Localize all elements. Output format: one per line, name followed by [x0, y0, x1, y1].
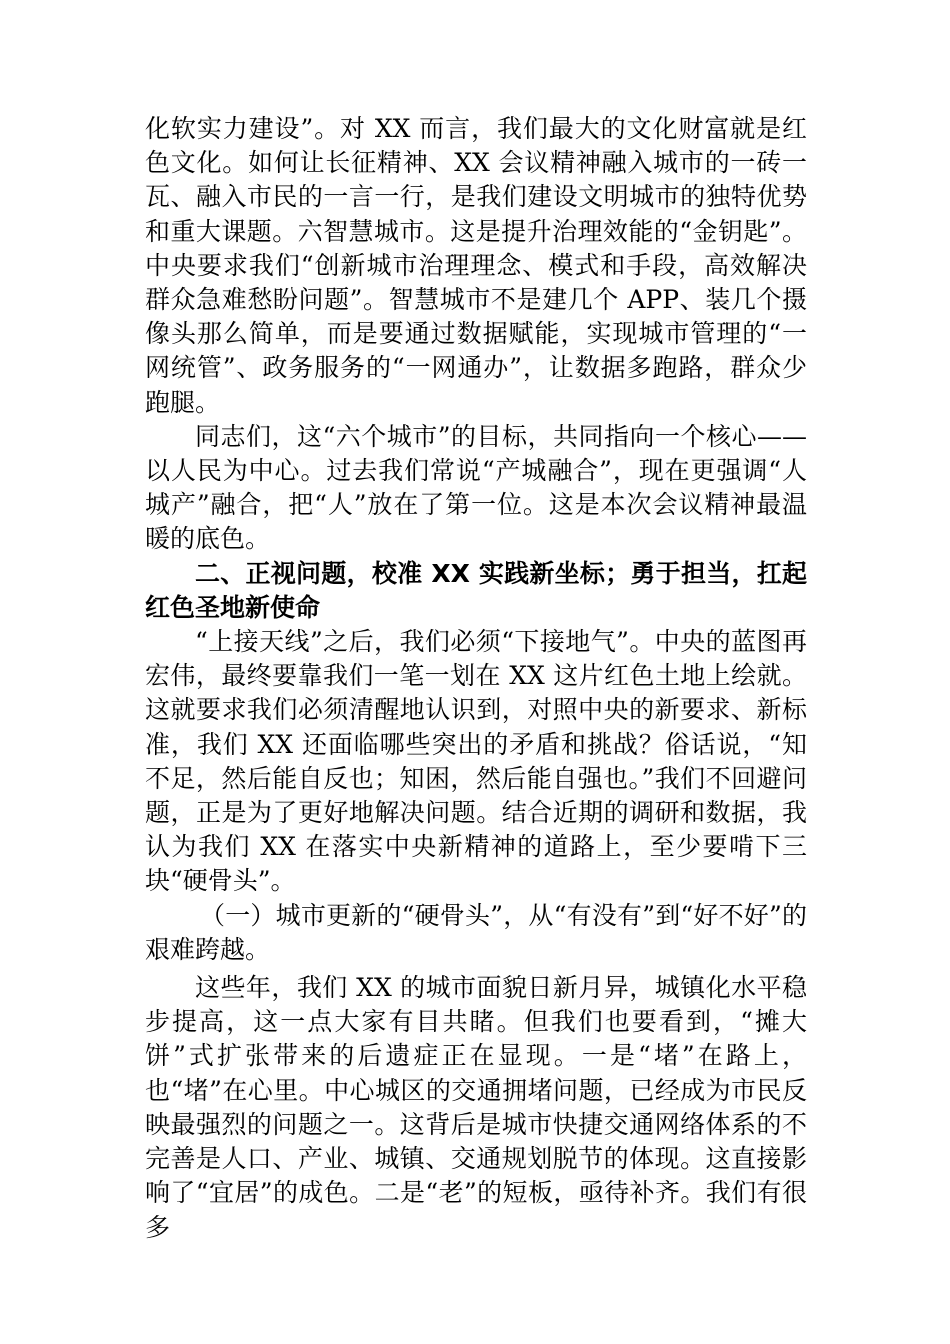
- section-heading-2: 二、正视问题，校准 XX 实践新坐标；勇于担当，扛起红色圣地新使命: [145, 558, 807, 622]
- paragraph-continuation: 化软实力建设”。对 XX 而言，我们最大的文化财富就是红色文化。如何让长征精神、XX 会议精神融入城市的一砖一瓦、融入市民的一言一行，是我们建设文明城市的独特优势和重大课题。六智慧城市。这是提升治理效能的“金钥匙”。中央要求我们“创新城市治理理念、模式和手段，高效解决群众急难愁盼问题”。智慧城市不是建几个 APP、装几个摄像头那么简单，而是要通过数据赋能，实现城市管理的“一网统管”、政务服务的“一网通办”，让数据多跑路，群众少跑腿。: [145, 114, 807, 417]
- subsection-heading-1: （一）城市更新的“硬骨头”，从“有没有”到“好不好”的艰难跨越。: [145, 900, 807, 964]
- paragraph-urban-renewal: 这些年，我们 XX 的城市面貌日新月异，城镇化水平稳步提高，这一点大家有目共睹。但我们也要看到，“摊大饼”式扩张带来的后遗症正在显现。一是“堵”在路上，也“堵”在心里。中心城区的交通拥堵问题，已经成为市民反映最强烈的问题之一。这背后是城市快捷交通网络体系的不完善是人口、产业、城镇、交通规划脱节的体现。这直接影响了“宜居”的成色。二是“老”的短板，亟待补齐。我们有很多: [145, 973, 807, 1242]
- document-body: [145, 112, 807, 1245]
- paragraph-section-2-intro: “上接天线”之后，我们必须“下接地气”。中央的蓝图再宏伟，最终要靠我们一笔一划在 XX 这片红色土地上绘就。这就要求我们必须清醒地认识到，对照中央的新要求、新标准，我们 XX 还面临哪些突出的矛盾和挑战？俗话说，“知不足，然后能自反也；知困，然后能自强也。”我们不回避问题，正是为了更好地解决问题。结合近期的调研和数据，我认为我们 XX 在落实中央新精神的道路上，至少要啃下三块“硬骨头”。: [145, 627, 807, 896]
- paragraph-six-cities-summary: 同志们，这“六个城市”的目标，共同指向一个核心——以人民为中心。过去我们常说“产城融合”，现在更强调“人城产”融合，把“人”放在了第一位。这是本次会议精神最温暖的底色。: [145, 421, 807, 554]
